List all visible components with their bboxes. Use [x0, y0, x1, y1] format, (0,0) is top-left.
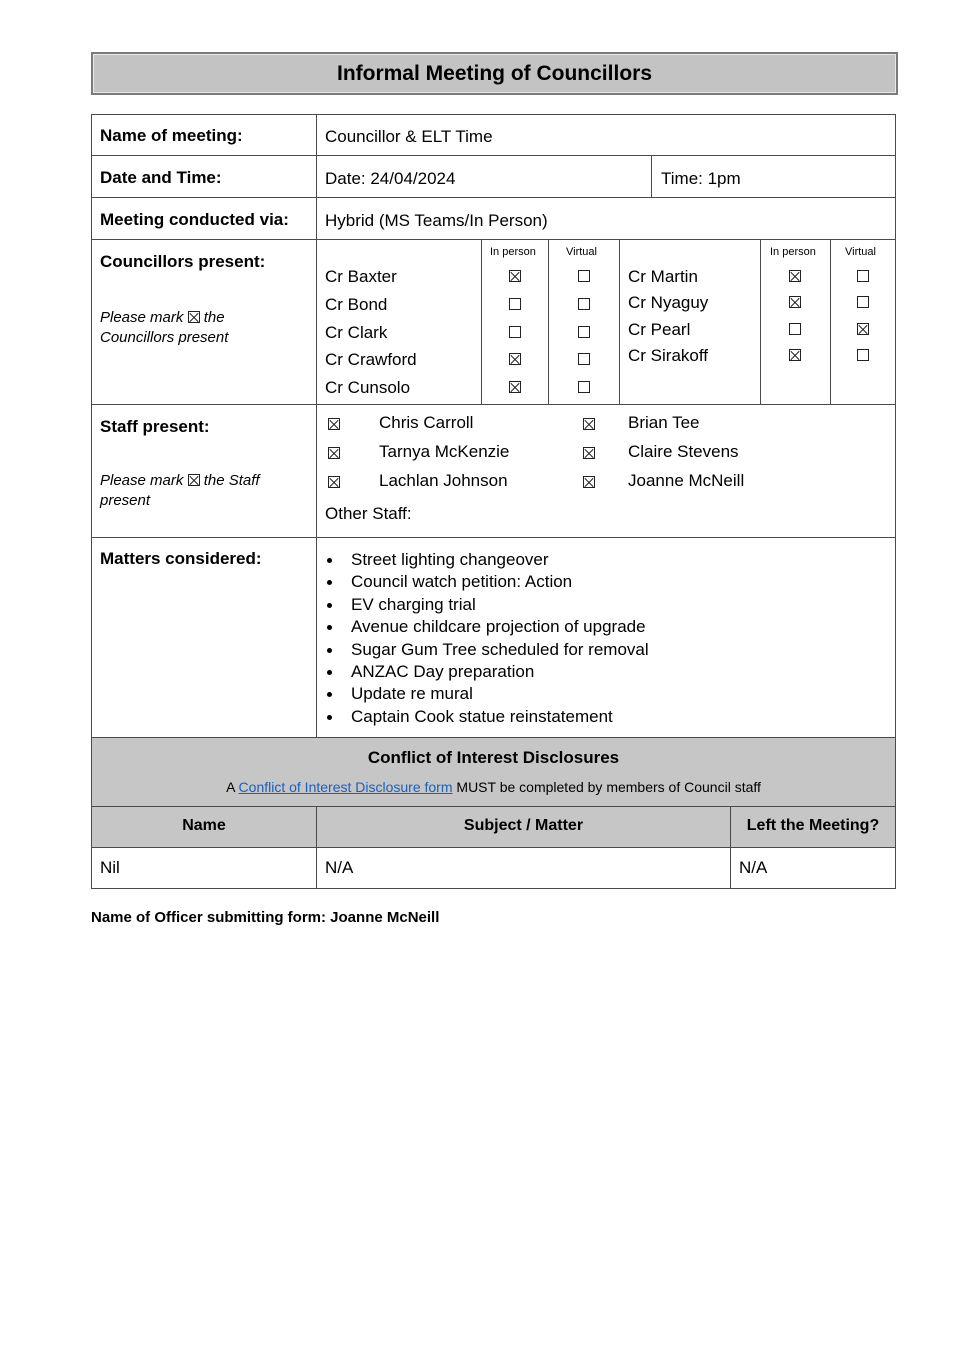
councillor-name: Cr Bond: [325, 295, 388, 314]
name-of-meeting-value: Councillor & ELT Time: [325, 127, 493, 146]
in-person-checkbox[interactable]: [509, 298, 521, 310]
staff-name: Lachlan Johnson: [379, 471, 508, 490]
table-border: [895, 114, 896, 889]
col-left-meeting-header: Left the Meeting?: [746, 817, 880, 834]
virtual-checkbox[interactable]: [578, 270, 590, 282]
row-divider: [91, 197, 896, 198]
column-divider: [481, 239, 482, 404]
staff-name: Claire Stevens: [628, 442, 739, 461]
column-divider: [316, 114, 317, 737]
matter-item: Update re mural: [325, 684, 649, 706]
in-person-checked-checkbox[interactable]: [509, 381, 521, 393]
table-border: [91, 888, 896, 889]
in-person-checked-checkbox[interactable]: [509, 353, 521, 365]
staff-present-checkbox[interactable]: [583, 418, 595, 430]
time-value: Time: 1pm: [661, 169, 741, 188]
councillors-present-label: Councillors present:: [100, 252, 266, 271]
virtual-checkbox[interactable]: [578, 353, 590, 365]
submitting-officer: Name of Officer submitting form: Joanne McNeill: [91, 909, 440, 926]
col-virtual-right: Virtual: [845, 246, 876, 258]
conducted-via-value: Hybrid (MS Teams/In Person): [325, 211, 548, 230]
conflict-heading: Conflict of Interest Disclosures: [367, 748, 620, 767]
matter-item: Sugar Gum Tree scheduled for removal: [325, 640, 649, 662]
staff-present-checkbox[interactable]: [328, 476, 340, 488]
staff-name: Tarnya McKenzie: [379, 442, 510, 461]
conflict-note-prefix: A: [226, 779, 235, 795]
col-name-header: Name: [182, 817, 226, 834]
virtual-checkbox[interactable]: [857, 349, 869, 361]
checked-box-icon: [188, 474, 200, 486]
matter-item: Council watch petition: Action: [325, 572, 649, 594]
matter-item: EV charging trial: [325, 595, 649, 617]
in-person-checked-checkbox[interactable]: [789, 270, 801, 282]
conflict-left-cell: N/A: [739, 858, 768, 877]
col-in-person-right: In person: [770, 246, 816, 258]
matter-item: Captain Cook statue reinstatement: [325, 707, 649, 729]
virtual-checkbox[interactable]: [578, 326, 590, 338]
councillor-name: Cr Sirakoff: [628, 346, 708, 365]
councillor-name: Cr Pearl: [628, 320, 691, 339]
row-divider: [91, 155, 896, 156]
staff-name: Chris Carroll: [379, 413, 474, 432]
staff-present-checkbox[interactable]: [583, 447, 595, 459]
date-value: Date: 24/04/2024: [325, 169, 456, 188]
conflict-note-suffix: MUST be completed by members of Council staff: [456, 779, 761, 795]
staff-present-checkbox[interactable]: [328, 447, 340, 459]
row-divider: [91, 847, 896, 848]
row-divider: [91, 404, 896, 405]
staff-present-label: Staff present:: [100, 417, 210, 436]
col-virtual-left: Virtual: [566, 246, 597, 258]
table-border: [91, 114, 896, 115]
staff-note-before: Please mark: [100, 472, 184, 489]
staff-instruction: [100, 471, 300, 511]
in-person-checkbox[interactable]: [789, 323, 801, 335]
councillors-note-after: the Councillors present: [100, 309, 229, 346]
table-border: [91, 114, 92, 889]
staff-present-checkbox[interactable]: [583, 476, 595, 488]
staff-note-after: the Staff present: [100, 472, 260, 509]
matter-item: Avenue childcare projection of upgrade: [325, 617, 649, 639]
staff-name: Joanne McNeill: [628, 471, 745, 490]
document-title: Informal Meeting of Councillors: [91, 52, 898, 95]
councillor-name: Cr Martin: [628, 267, 698, 286]
matter-item: Street lighting changeover: [325, 550, 649, 572]
conflict-name-cell: Nil: [100, 858, 120, 877]
col-in-person-left: In person: [490, 246, 536, 258]
checked-box-icon: [188, 311, 200, 323]
column-divider: [651, 155, 652, 197]
column-divider: [830, 239, 831, 404]
column-divider: [548, 239, 549, 404]
virtual-checked-checkbox[interactable]: [857, 323, 869, 335]
column-divider: [760, 239, 761, 404]
column-divider: [619, 239, 620, 404]
councillors-instruction: [100, 308, 300, 348]
row-divider: [91, 537, 896, 538]
virtual-checkbox[interactable]: [578, 381, 590, 393]
row-divider: [91, 239, 896, 240]
in-person-checked-checkbox[interactable]: [789, 349, 801, 361]
staff-present-checkbox[interactable]: [328, 418, 340, 430]
conflict-form-link[interactable]: Conflict of Interest Disclosure form: [238, 779, 453, 795]
in-person-checkbox[interactable]: [509, 326, 521, 338]
other-staff-label: Other Staff:: [325, 504, 412, 523]
councillor-name: Cr Clark: [325, 323, 388, 342]
matter-item: ANZAC Day preparation: [325, 662, 649, 684]
conflict-note: [92, 779, 895, 795]
conducted-via-label: Meeting conducted via:: [100, 210, 289, 229]
date-time-label: Date and Time:: [100, 168, 222, 187]
conflict-subject-cell: N/A: [325, 858, 354, 877]
councillor-name: Cr Cunsolo: [325, 378, 411, 397]
virtual-checkbox[interactable]: [857, 296, 869, 308]
councillor-name: Cr Baxter: [325, 267, 397, 286]
in-person-checked-checkbox[interactable]: [789, 296, 801, 308]
councillors-note-before: Please mark: [100, 309, 184, 326]
staff-name: Brian Tee: [628, 413, 700, 432]
in-person-checked-checkbox[interactable]: [509, 270, 521, 282]
virtual-checkbox[interactable]: [857, 270, 869, 282]
councillor-name: Cr Nyaguy: [628, 293, 709, 312]
councillor-name: Cr Crawford: [325, 350, 417, 369]
name-of-meeting-label: Name of meeting:: [100, 126, 243, 145]
virtual-checkbox[interactable]: [578, 298, 590, 310]
matters-list: [325, 550, 649, 729]
matters-considered-label: Matters considered:: [100, 549, 262, 568]
col-subject-header: Subject / Matter: [463, 817, 584, 834]
